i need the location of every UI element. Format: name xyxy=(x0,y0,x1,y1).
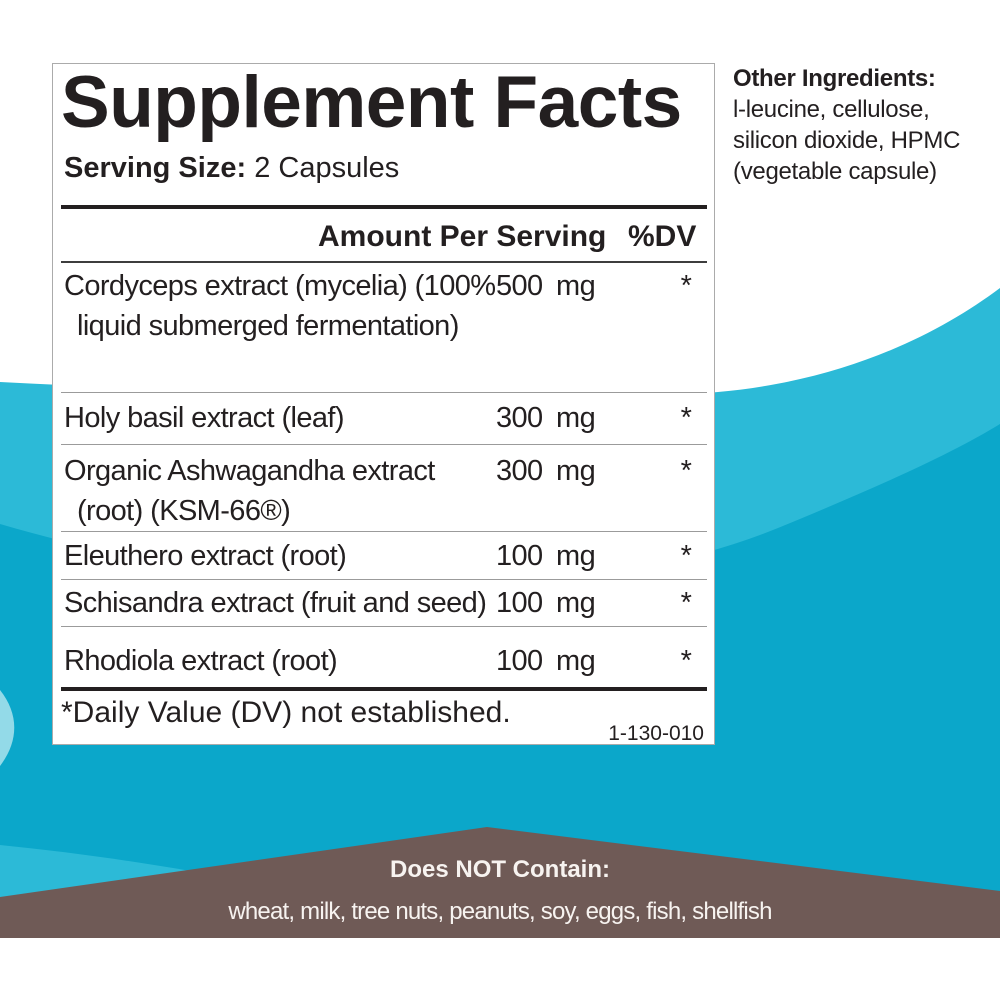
other-ingredients-line: silicon dioxide, HPMC xyxy=(733,127,961,154)
header-rule xyxy=(61,261,707,263)
thick-rule-top xyxy=(61,205,707,209)
ingredient-dv: * xyxy=(680,402,692,434)
ingredient-amount: 100 mg xyxy=(496,645,596,677)
row-divider xyxy=(61,579,707,580)
other-ingredients-line: (vegetable capsule) xyxy=(733,158,937,185)
ingredient-dv: * xyxy=(680,270,692,302)
ingredient-amount: 100 mg xyxy=(496,587,596,619)
serving-size-value-text: 2 Capsules xyxy=(254,152,400,184)
ingredient-name: Schisandra extract (fruit and seed) xyxy=(64,587,487,619)
row-divider xyxy=(61,531,707,532)
ingredient-dv: * xyxy=(680,455,692,487)
column-header-dv: %DV xyxy=(628,220,697,253)
other-ingredients-heading: Other Ingredients: xyxy=(733,65,936,92)
ingredient-name: Organic Ashwagandha extract (root) (KSM-66®) xyxy=(64,455,435,527)
daily-value-footnote: *Daily Value (DV) not established. xyxy=(61,696,511,729)
column-header-amount: Amount Per Serving xyxy=(318,220,607,253)
ingredient-amount: 300 mg xyxy=(496,402,596,434)
ingredient-dv: * xyxy=(680,540,692,572)
supplement-facts-panel xyxy=(52,63,715,745)
ingredient-dv: * xyxy=(680,645,692,677)
row-divider xyxy=(61,626,707,627)
serving-size xyxy=(64,150,399,186)
other-ingredients-line: l-leucine, cellulose, xyxy=(733,96,930,123)
row-divider xyxy=(61,444,707,445)
ingredient-amount: 500 mg xyxy=(496,270,596,302)
row-divider xyxy=(61,392,707,393)
allergen-banner-items: wheat, milk, tree nuts, peanuts, soy, eggs, fish, shellfish xyxy=(228,898,772,925)
ingredient-name: Rhodiola extract (root) xyxy=(64,645,338,677)
serving-size-label: Serving Size: xyxy=(64,152,247,184)
ingredient-amount: 100 mg xyxy=(496,540,596,572)
product-code: 1-130-010 xyxy=(608,722,704,745)
ingredient-name: Eleuthero extract (root) xyxy=(64,540,347,572)
other-ingredients xyxy=(733,63,983,187)
ingredient-name: Cordyceps extract (mycelia) (100% liquid submerged fermentation) xyxy=(64,270,496,342)
ingredient-dv: * xyxy=(680,587,692,619)
ingredient-amount: 300 mg xyxy=(496,455,596,487)
allergen-banner-heading: Does NOT Contain: xyxy=(390,856,610,883)
thick-rule-bottom xyxy=(61,687,707,691)
panel-title: Supplement Facts xyxy=(61,62,682,143)
ingredient-name: Holy basil extract (leaf) xyxy=(64,402,344,434)
